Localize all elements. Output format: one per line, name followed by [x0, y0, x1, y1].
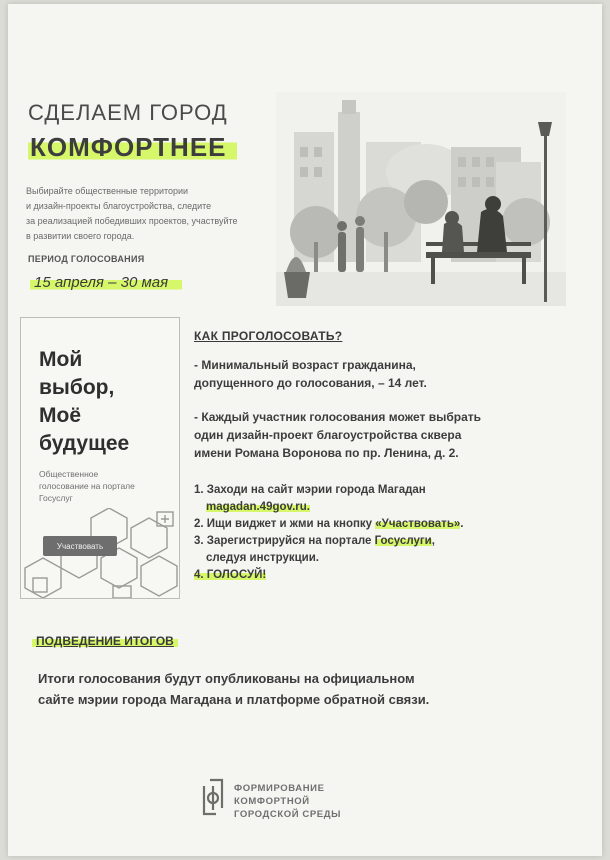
results-line: Итоги голосования будут опубликованы на официальном	[38, 671, 415, 686]
rule-line: имени Романа Воронова по пр. Ленина, д. 2.	[194, 446, 459, 460]
card-participate-button[interactable]: Участвовать	[43, 536, 117, 556]
results-line: сайте мэрии города Магадана и платформе обратной связи.	[38, 692, 430, 707]
logo-line: ФОРМИРОВАНИЕ	[234, 783, 325, 794]
intro-line: и дизайн-проекты благоустройства, следите	[26, 201, 212, 211]
card-subtitle-line: Общественное	[39, 469, 99, 479]
intro-line: за реализацией победивших проектов, участвуйте	[26, 216, 238, 226]
period-dates-text: 15 апреля – 30 мая	[30, 274, 182, 291]
flyer-sheet	[8, 4, 602, 856]
step-3	[194, 533, 594, 550]
vote-call: 4. ГОЛОСУЙ!	[194, 569, 267, 581]
step-2-text: 2. Ищи виджет и жми на кнопку	[194, 518, 376, 530]
gosuslugi-portal-mention: Госуслуги	[374, 535, 432, 547]
results-text	[38, 668, 558, 710]
results-heading-text: ПОДВЕДЕНИЕ ИТОГОВ	[32, 634, 178, 648]
comfortable-environment-logo-icon	[200, 776, 228, 820]
gosuslugi-voting-card	[20, 317, 180, 599]
step-4	[194, 567, 594, 584]
howto-heading: КАК ПРОГОЛОСОВАТЬ?	[194, 329, 343, 343]
footer-logo-text	[234, 782, 341, 821]
intro-line: Выбирайте общественные территории	[26, 186, 189, 196]
participate-button-mention: «Участвовать»	[375, 518, 461, 530]
rule-line: - Минимальный возраст гражданина,	[194, 358, 416, 372]
results-heading	[32, 634, 178, 648]
intro-text	[26, 184, 286, 244]
card-title-line: будущее	[39, 432, 130, 455]
card-subtitle-line: голосование на портале	[39, 481, 135, 491]
rule-line: - Каждый участник голосования может выбрать	[194, 410, 482, 424]
title-line-2	[28, 132, 237, 163]
period-label: ПЕРИОД ГОЛОСОВАНИЯ	[28, 254, 145, 264]
rule-line: допущенного до голосования, – 14 лет.	[194, 376, 427, 390]
card-title	[39, 346, 179, 458]
rule-choice	[194, 408, 594, 462]
card-subtitle	[39, 468, 177, 504]
step-3-suffix: ,	[431, 535, 435, 547]
logo-line: КОМФОРТНОЙ	[234, 796, 310, 807]
step-2-suffix: .	[460, 518, 464, 530]
intro-line: в развитии своего города.	[26, 231, 135, 241]
step-3-line-2: следуя инструкции.	[206, 552, 320, 564]
step-3-text: 3. Зарегистрируйся на портале	[194, 535, 375, 547]
logo-line: ГОРОДСКОЙ СРЕДЫ	[234, 809, 342, 820]
title-highlight: КОМФОРТНЕЕ	[28, 132, 237, 162]
card-title-line: Мой	[39, 348, 83, 371]
city-park-illustration	[276, 92, 566, 306]
mayoralty-site-link[interactable]: magadan.49gov.ru.	[206, 501, 310, 513]
step-2	[194, 516, 594, 533]
card-title-line: Моё	[39, 404, 81, 427]
step-1-link-row	[194, 499, 594, 516]
rule-line: один дизайн-проект благоустройства сквера	[194, 428, 462, 442]
title-line-1: СДЕЛАЕМ ГОРОД	[28, 100, 228, 125]
rule-age	[194, 356, 594, 392]
step-1: 1. Заходи на сайт мэрии города Магадан	[194, 484, 426, 496]
period-dates	[30, 274, 182, 291]
voting-steps	[194, 482, 594, 584]
card-subtitle-line: Госуслуг	[39, 493, 73, 503]
card-title-line: выбор,	[39, 376, 115, 399]
